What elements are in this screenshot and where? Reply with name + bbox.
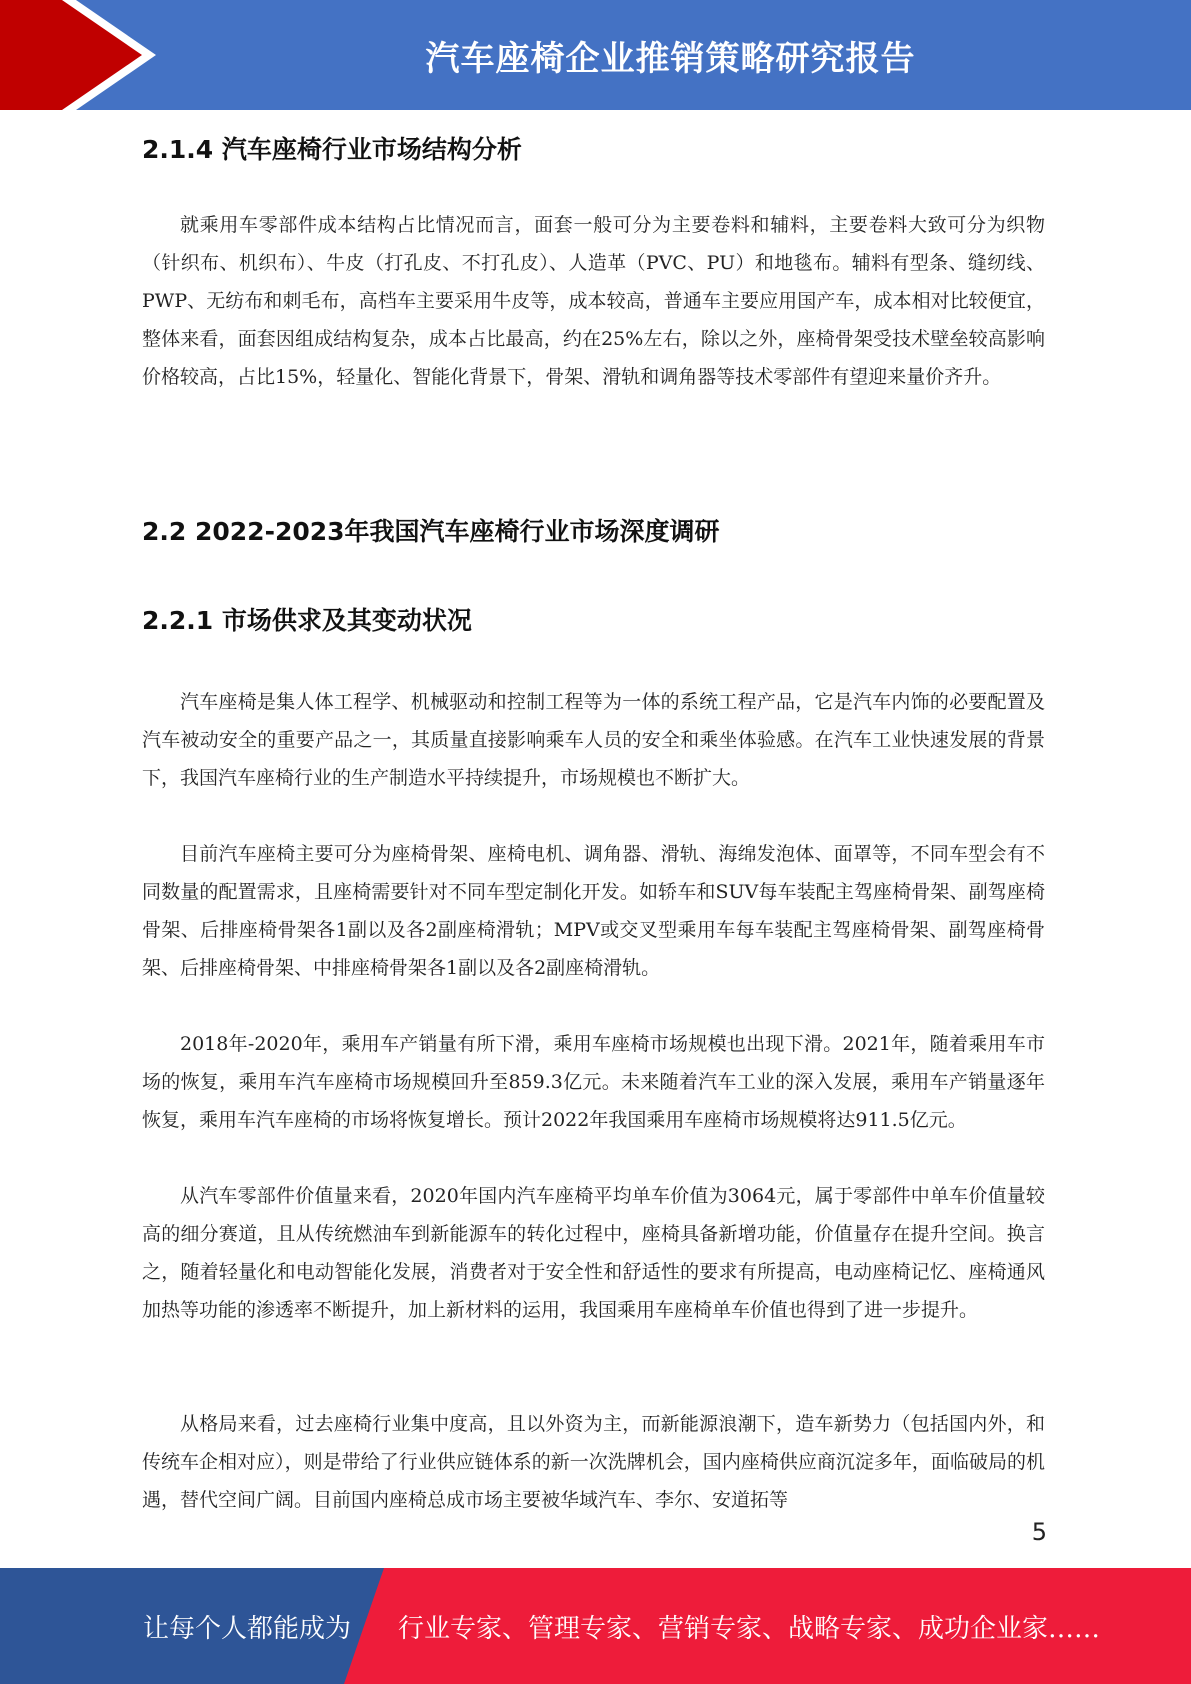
paragraph: 从汽车零部件价值量来看，2020年国内汽车座椅平均单车价值为3064元，属于零部件中单车价值量较高的细分赛道，且从传统燃油车到新能源车的转化过程中，座椅具备新增功能，价值量存在提升空间。换言之，随着轻量化和电动智能化发展，消费者对于安全性和舒适性的要求有所提高，电动座椅记忆、座椅通风加热等功能的渗透率不断提升，加上新材料的运用，我国乘用车座椅单车价值也得到了进一步提升。: [142, 1185, 1045, 1321]
section-title-2-2-1: 2.2.1 市场供求及其变动状况: [142, 606, 472, 635]
section-title-2-1-4: 2.1.4 汽车座椅行业市场结构分析: [142, 135, 522, 164]
paragraph: 2018年-2020年，乘用车产销量有所下滑，乘用车座椅市场规模也出现下滑。2021年，随着乘用车市场的恢复，乘用车汽车座椅市场规模回升至859.3亿元。未来随着汽车工业的深入发展，乘用车产销量逐年恢复，乘用车汽车座椅的市场将恢复增长。预计2022年我国乘用车座椅市场规模将达911.5亿元。: [142, 1033, 1045, 1131]
footer-banner: [0, 1568, 1191, 1684]
footer-slogan-right: 行业专家、管理专家、营销专家、战略专家、成功企业家……: [398, 1613, 1101, 1644]
section-title-2-2: 2.2 2022-2023年我国汽车座椅行业市场深度调研: [142, 517, 720, 546]
paragraph: 汽车座椅是集人体工程学、机械驱动和控制工程等为一体的系统工程产品，它是汽车内饰的必要配置及汽车被动安全的重要产品之一，其质量直接影响乘车人员的安全和乘坐体验感。在汽车工业快速发展的背景下，我国汽车座椅行业的生产制造水平持续提升，市场规模也不断扩大。: [142, 691, 1045, 789]
header-banner: [0, 0, 1191, 110]
footer-slogan-left: 让每个人都能成为: [143, 1613, 352, 1644]
paragraph: 目前汽车座椅主要可分为座椅骨架、座椅电机、调角器、滑轨、海绵发泡体、面罩等，不同车型会有不同数量的配置需求，且座椅需要针对不同车型定制化开发。如轿车和SUV每车装配主驾座椅骨架、副驾座椅骨架、后排座椅骨架各1副以及各2副座椅滑轨；MPV或交叉型乘用车每车装配主驾座椅骨架、副驾座椅骨架、后排座椅骨架、中排座椅骨架各1副以及各2副座椅滑轨。: [142, 843, 1045, 979]
header-title: 汽车座椅企业推销策略研究报告: [425, 38, 916, 79]
page-number: 5: [1031, 1518, 1047, 1546]
paragraph: 就乘用车零部件成本结构占比情况而言，面套一般可分为主要卷料和辅料，主要卷料大致可分为织物（针织布、机织布）、牛皮（打孔皮、不打孔皮）、人造革（PVC、PU）和地毯布。辅料有型条、缝纫线、PWP、无纺布和刺毛布，高档车主要采用牛皮等，成本较高，普通车主要应用国产车，成本相对比较便宜，整体来看，面套因组成结构复杂，成本占比最高，约在25%左右，除以之外，座椅骨架受技术壁垒较高影响价格较高，占比15%，轻量化、智能化背景下，骨架、滑轨和调角器等技术零部件有望迎来量价齐升。: [142, 214, 1045, 388]
paragraph: 从格局来看，过去座椅行业集中度高，且以外资为主，而新能源浪潮下，造车新势力（包括国内外，和传统车企相对应），则是带给了行业供应链体系的新一次洗牌机会，国内座椅供应商沉淀多年，面临破局的机遇，替代空间广阔。目前国内座椅总成市场主要被华域汽车、李尔、安道拓等: [142, 1413, 1045, 1511]
